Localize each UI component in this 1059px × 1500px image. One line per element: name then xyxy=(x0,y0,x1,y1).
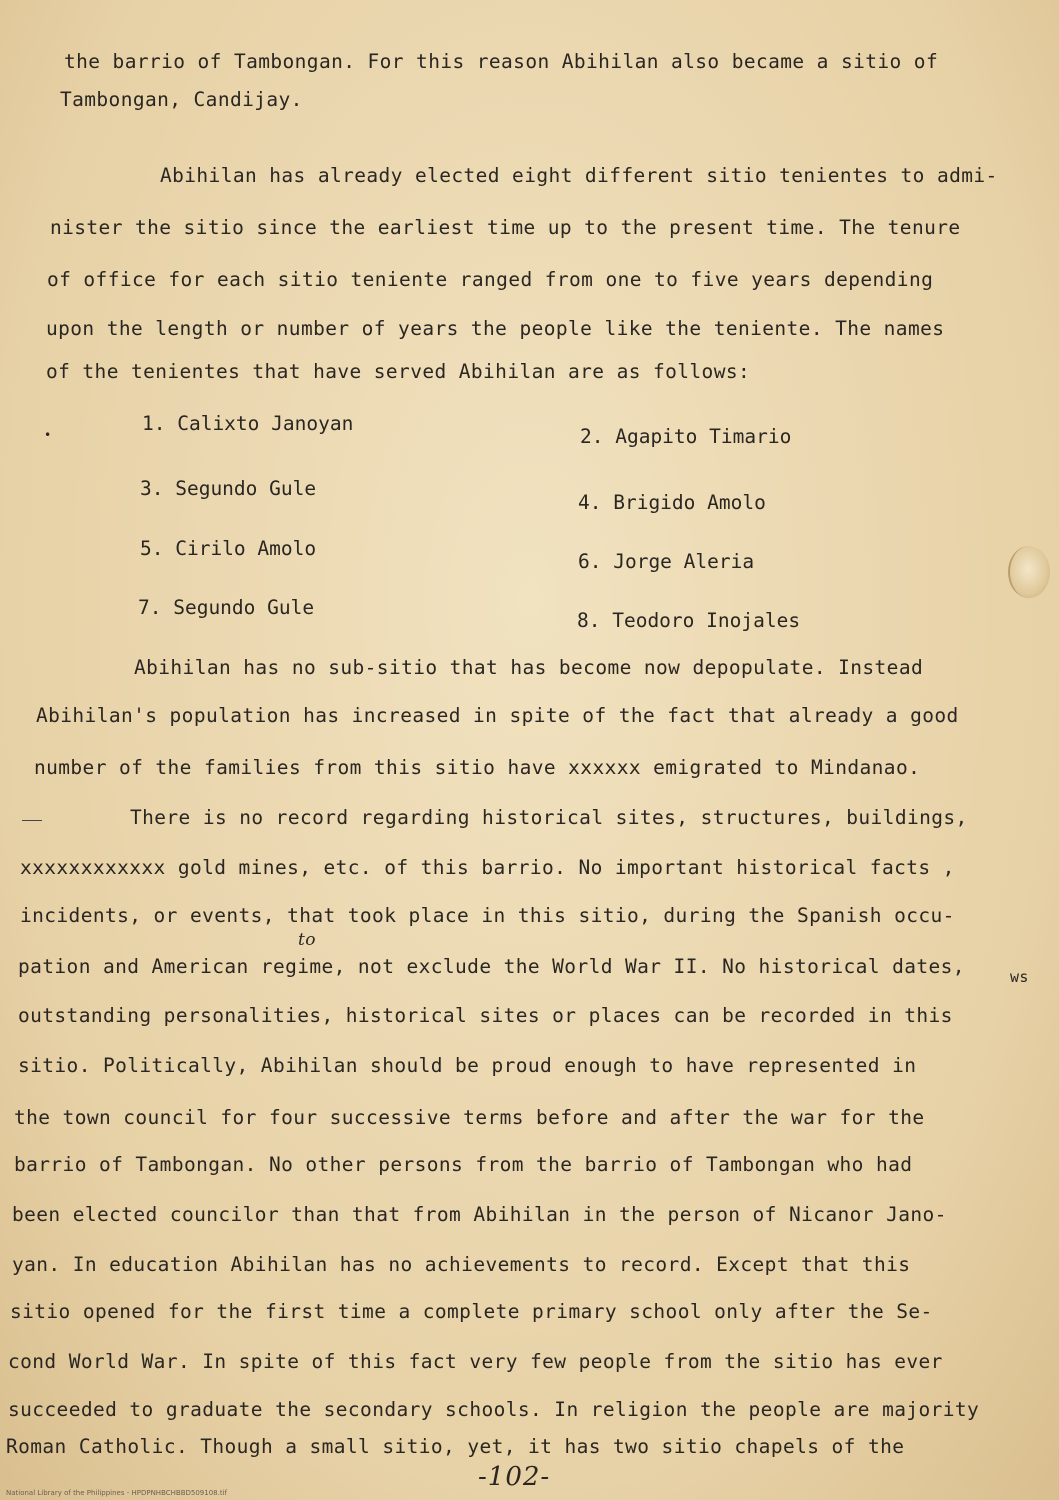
p4-line-1: There is no record regarding historical sites, structures, buildings, xyxy=(130,806,968,829)
p4-line-2: xxxxxxxxxxxx gold mines, etc. of this barrio. No important historical facts , xyxy=(20,856,955,879)
p2-line-4: upon the length or number of years the people like the teniente. The names xyxy=(46,317,945,340)
p2-line-3: of office for each sitio teniente ranged from one to five years depending xyxy=(47,268,934,291)
punch-hole xyxy=(1008,546,1050,598)
p2-line-5: of the tenientes that have served Abihilan are as follows: xyxy=(46,360,751,383)
margin-insert: ws xyxy=(1010,968,1029,986)
p2-line-2: nister the sitio since the earliest time up to the present time. The tenure xyxy=(50,216,961,239)
stray-dot: • xyxy=(44,428,52,442)
p3-line-3: number of the families from this sitio have xxxxxx emigrated to Mindanao. xyxy=(34,756,921,779)
p1-line-1: the barrio of Tambongan. For this reason Abihilan also became a sitio of xyxy=(64,50,939,73)
p4-line-11: sitio opened for the first time a complete primary school only after the Se- xyxy=(10,1300,933,1323)
teniente-2: 2. Agapito Timario xyxy=(580,425,792,448)
p4-line-8: barrio of Tambongan. No other persons from the barrio of Tambongan who had xyxy=(14,1153,913,1176)
p1-line-2: Tambongan, Candijay. xyxy=(60,88,303,111)
teniente-5: 5. Cirilo Amolo xyxy=(140,537,317,560)
p2-line-1: Abihilan has already elected eight different sitio tenientes to admi- xyxy=(160,164,998,187)
p4-line-6: sitio. Politically, Abihilan should be proud enough to have represented in xyxy=(18,1054,917,1077)
teniente-7: 7. Segundo Gule xyxy=(138,596,315,619)
p4-line-12: cond World War. In spite of this fact very few people from the sitio has ever xyxy=(8,1350,943,1373)
p4-line-7: the town council for four successive terms before and after the war for the xyxy=(14,1106,925,1129)
teniente-4: 4. Brigido Amolo xyxy=(578,491,766,514)
page-number: -102- xyxy=(478,1462,551,1492)
p4-line-3: incidents, or events, that took place in this sitio, during the Spanish occu- xyxy=(20,904,955,927)
p4-line-9: been elected councilor than that from Abihilan in the person of Nicanor Jano- xyxy=(12,1203,947,1226)
p4-line-10: yan. In education Abihilan has no achievements to record. Except that this xyxy=(12,1253,911,1276)
handwritten-insert: to xyxy=(298,930,316,950)
p4-line-4: pation and American regime, not exclude the World War II. No historical dates, xyxy=(18,955,965,978)
archive-footer: National Library of the Philippines - HPDPNHBCHBBD509108.tif xyxy=(6,1489,227,1497)
p4-line-5: outstanding personalities, historical sites or places can be recorded in this xyxy=(18,1004,953,1027)
p4-line-13: succeeded to graduate the secondary schools. In religion the people are majority xyxy=(8,1398,980,1421)
margin-dash xyxy=(22,820,42,821)
p3-line-2: Abihilan's population has increased in spite of the fact that already a good xyxy=(36,704,959,727)
teniente-3: 3. Segundo Gule xyxy=(140,477,317,500)
p4-line-14: Roman Catholic. Though a small sitio, yet, it has two sitio chapels of the xyxy=(6,1435,905,1458)
teniente-8: 8. Teodoro Inojales xyxy=(577,609,801,632)
p3-line-1: Abihilan has no sub-sitio that has become now depopulate. Instead xyxy=(134,656,924,679)
teniente-6: 6. Jorge Aleria xyxy=(578,550,755,573)
teniente-1: 1. Calixto Janoyan xyxy=(142,412,354,435)
